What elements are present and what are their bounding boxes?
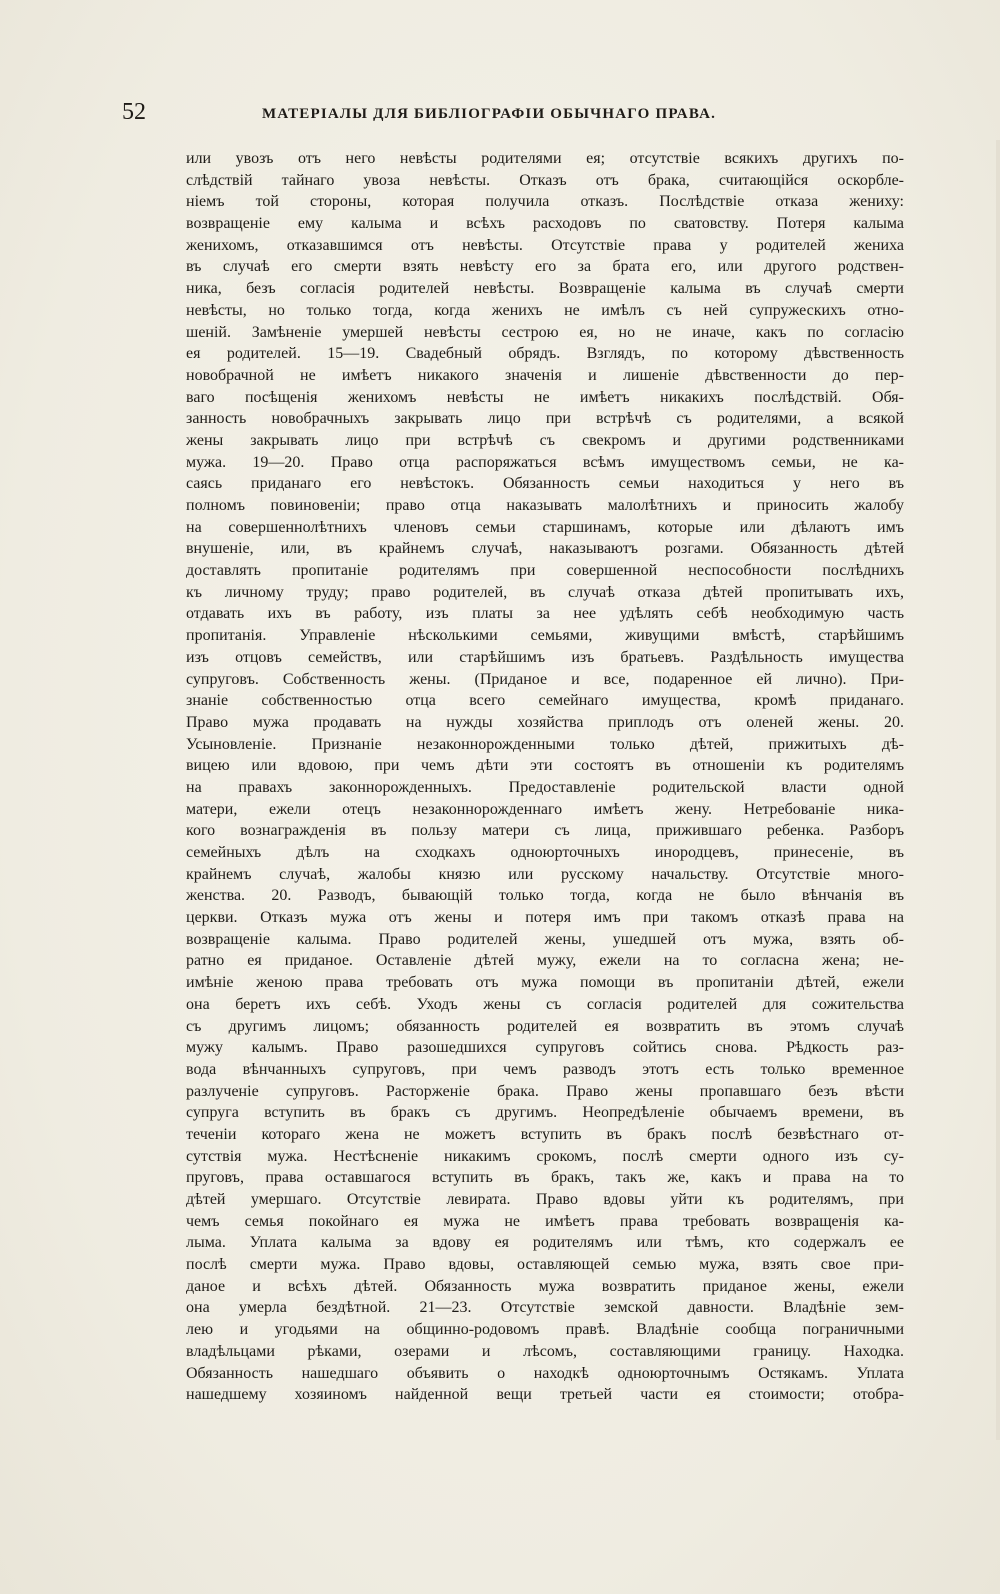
text-line: на совершеннолѣтнихъ членовъ семьи старшинамъ, которые или дѣлаютъ имъ bbox=[186, 518, 904, 536]
text-line: ніемъ той стороны, которая получила отказъ. Послѣдствіе отказа жениху: bbox=[186, 193, 904, 211]
text-line: Усыновленіе. Признаніе незаконнорожденными только дѣтей, прижитыхъ дѣ- bbox=[186, 735, 904, 753]
text-line: отдавать ихъ въ работу, изъ платы за нее удѣлять себѣ необходимую часть bbox=[186, 605, 904, 623]
text-line: чемъ семья покойнаго ея мужа не имѣетъ права требовать возвращенія ка- bbox=[186, 1212, 904, 1230]
text-line: ратно ея приданое. Оставленіе дѣтей мужу, ежели на то согласна жена; не- bbox=[186, 952, 904, 970]
text-line: женихомъ, отказавшимся отъ невѣсты. Отсутствіе права у родителей жениха bbox=[186, 236, 904, 254]
text-line: теченіи котораго жена не можетъ вступить въ бракъ послѣ безвѣстнаго от- bbox=[186, 1125, 904, 1143]
text-line: владѣльцами рѣками, озерами и лѣсомъ, составляющими границу. Находка. bbox=[186, 1342, 904, 1360]
text-line: сутствія мужа. Нестѣсненіе никакимъ срокомъ, послѣ смерти одного изъ су- bbox=[186, 1147, 904, 1165]
text-line: супруговъ. Собственность жены. (Приданое и все, подаренное ей лично). При- bbox=[186, 670, 904, 688]
text-line: возвращеніе калыма. Право родителей жены, ушедшей отъ мужа, взять об- bbox=[186, 930, 904, 948]
text-line: или увозъ отъ него невѣсты родителями ея; отсутствіе всякихъ другихъ по- bbox=[186, 150, 904, 167]
text-line: въ случаѣ его смерти взять невѣсту его за брата его, или другого родствен- bbox=[186, 258, 904, 276]
text-line: она беретъ ихъ себѣ. Уходъ жены съ согласія родителей для сожительства bbox=[186, 995, 904, 1013]
text-line: вода вѣнчанныхъ супруговъ, при чемъ разводъ этотъ есть только временное bbox=[186, 1060, 904, 1078]
text-line: крайнемъ случаѣ, жалобы князю или русскому начальству. Отсутствіе много- bbox=[186, 865, 904, 883]
text-line: слѣдствій тайнаго увоза невѣсты. Отказъ отъ брака, считающійся оскорбле- bbox=[186, 171, 904, 189]
text-line: ваго посѣщенія женихомъ невѣсты не имѣетъ никакихъ послѣдствій. Обя- bbox=[186, 388, 904, 406]
text-line: знаніе собственностью отца всего семейнаго имущества, кромѣ приданаго. bbox=[186, 692, 904, 710]
text-line: церкви. Отказъ мужа отъ жены и потеря имъ при такомъ отказѣ права на bbox=[186, 909, 904, 927]
text-line: возвращеніе ему калыма и всѣхъ расходовъ по сватовству. Потеря калыма bbox=[186, 215, 904, 233]
text-line: даное и всѣхъ дѣтей. Обязанность мужа возвратить приданое жены, ежели bbox=[186, 1277, 904, 1295]
text-line: шеній. Замѣненіе умершей невѣсты сестрою ея, но не иначе, какъ по согласію bbox=[186, 323, 904, 341]
text-line: вицею или вдовою, при чемъ дѣти эти состоятъ въ отношеніи къ родителямъ bbox=[186, 757, 904, 775]
text-line: невѣсты, но только тогда, когда женихъ не имѣлъ съ ней супружескихъ отно- bbox=[186, 301, 904, 319]
text-line: ея родителей. 15—19. Свадебный обрядъ. Взглядъ, по которому дѣвственность bbox=[186, 345, 904, 363]
text-line: матери, ежели отецъ незаконнорожденнаго имѣетъ жену. Нетребованіе ника- bbox=[186, 800, 904, 818]
text-line: она умерла бездѣтной. 21—23. Отсутствіе земской давности. Владѣніе зем- bbox=[186, 1299, 904, 1317]
text-line: саясь приданаго его невѣстокъ. Обязанность семьи находиться у него въ bbox=[186, 475, 904, 493]
text-line: нашедшему хозяиномъ найденной вещи третьей части ея стоимости; отобра- bbox=[186, 1386, 904, 1404]
text-line: Право мужа продавать на нужды хозяйства приплодъ отъ оленей жены. 20. bbox=[186, 713, 904, 731]
text-line: съ другимъ лицомъ; обязанность родителей ея возвратить въ этомъ случаѣ bbox=[186, 1017, 904, 1035]
text-line: лею и угодьями на общинно-родовомъ правѣ. Владѣніе сообща пограничными bbox=[186, 1321, 904, 1339]
text-line: дѣтей умершаго. Отсутствіе левирата. Право вдовы уйти къ родителямъ, при bbox=[186, 1191, 904, 1208]
body-text bbox=[186, 148, 904, 1406]
text-line: кого вознагражденія въ пользу матери съ лица, прижившаго ребенка. Разборъ bbox=[186, 822, 904, 840]
text-line: занность новобрачныхъ закрывать лицо при встрѣчѣ съ родителями, а всякой bbox=[186, 410, 904, 428]
text-line: Обязанность нашедшаго объявить о находкѣ одноюрточнымъ Остякамъ. Уплата bbox=[186, 1364, 904, 1382]
text-line: новобрачной не имѣетъ никакого значенія и лишеніе дѣвственности до пер- bbox=[186, 366, 904, 384]
text-line: на правахъ законнорожденныхъ. Предоставленіе родительской власти одной bbox=[186, 778, 904, 796]
running-title: МАТЕРІАЛЫ ДЛЯ БИБЛІОГРАФІИ ОБЫЧНАГО ПРАВА. bbox=[262, 106, 717, 122]
text-line: имѣніе женою права требовать отъ мужа помощи въ пропитаніи дѣтей, ежели bbox=[186, 974, 904, 992]
text-line: ника, безъ согласія родителей невѣсты. Возвращеніе калыма въ случаѣ смерти bbox=[186, 280, 904, 298]
text-line: изъ отцовъ семействъ, или старѣйшимъ изъ братьевъ. Раздѣльность имущества bbox=[186, 648, 904, 666]
text-line: пруговъ, права оставшагося вступить въ бракъ, такъ же, какъ и права на то bbox=[186, 1169, 904, 1187]
text-line: къ личному труду; право родителей, въ случаѣ отказа дѣтей пропитывать ихъ, bbox=[186, 583, 904, 601]
text-line: жены закрывать лицо при встрѣчѣ съ свекромъ и другими родственниками bbox=[186, 431, 904, 449]
text-line: доставлять пропитаніе родителямъ при совершенной неспособности послѣднихъ bbox=[186, 562, 904, 580]
text-line: супруга вступить въ бракъ съ другимъ. Неопредѣленіе обычаемъ времени, въ bbox=[186, 1104, 904, 1122]
text-line: мужа. 19—20. Право отца распоряжаться всѣмъ имуществомъ семьи, не ка- bbox=[186, 453, 904, 471]
text-line: лыма. Уплата калыма за вдову ея родителямъ или тѣмъ, кто содержалъ ее bbox=[186, 1234, 904, 1252]
text-line: женства. 20. Разводъ, бывающій только тогда, когда не было вѣнчанія въ bbox=[186, 887, 904, 905]
text-line: полномъ повиновеніи; право отца наказывать малолѣтнихъ и приносить жалобу bbox=[186, 497, 904, 514]
text-line: мужу калымъ. Право разошедшихся супруговъ сойтись снова. Рѣдкость раз- bbox=[186, 1039, 904, 1057]
text-line: семейныхъ дѣлъ на сходкахъ одноюрточныхъ инородцевъ, принесеніе, въ bbox=[186, 844, 904, 861]
text-line: пропитанія. Управленіе нѣсколькими семьями, живущими вмѣстѣ, старѣйшимъ bbox=[186, 627, 904, 645]
text-line: внушеніе, или, въ крайнемъ случаѣ, наказываютъ розгами. Обязанность дѣтей bbox=[186, 540, 904, 558]
page-header bbox=[120, 98, 890, 128]
text-line: послѣ смерти мужа. Право вдовы, оставляющей семью мужа, взять свое при- bbox=[186, 1256, 904, 1274]
page-number: 52 bbox=[122, 99, 146, 125]
text-line: разлученіе супруговъ. Расторженіе брака. Право жены пропавшаго безъ вѣсти bbox=[186, 1082, 904, 1100]
